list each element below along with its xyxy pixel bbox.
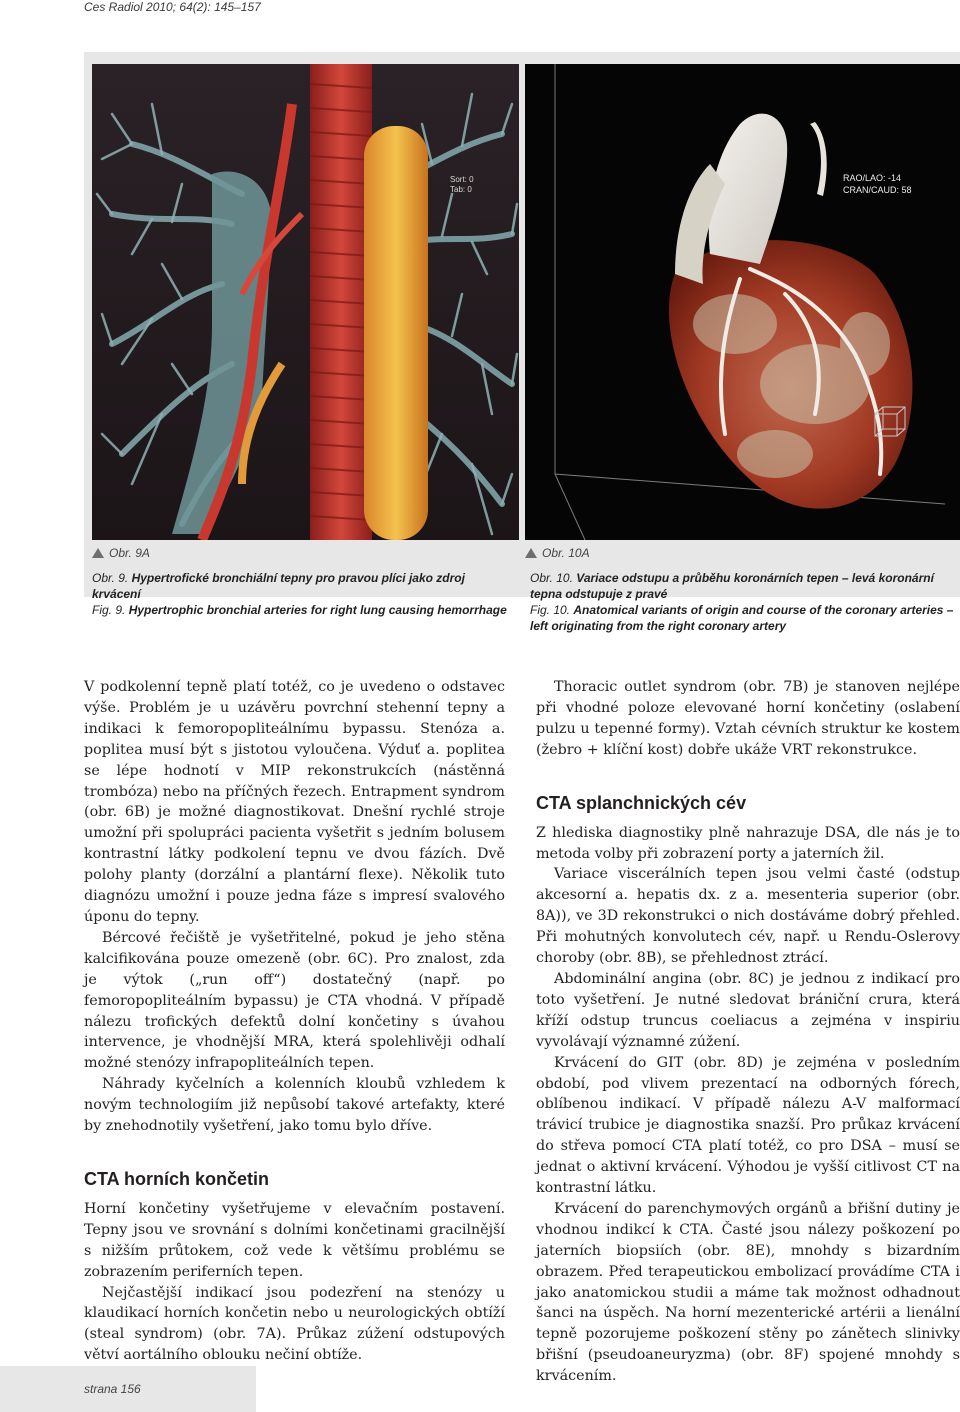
section-heading-upper-limbs: CTA horních končetin — [84, 1168, 270, 1189]
paragraph: Krvácení do parenchymových orgánů a břišní dutiny je vhodnou indikcí k CTA. Časté jsou nálezy poškození po jaterních biopsiích (obr. 8E), mnohdy s bizardním obrazem. Před terapeutickou embolizací provádíme CTA i jako anatomickou studii a máme tak možnost odhadnout šanci na úspěch. Na horní mezenterické artérii a lienální tepně pozorujeme poškození stěny po zánětech slinivky břišní (pseudoaneuryzma) (obr. 8F) spojené mnohdy s krvácením. — [536, 1200, 960, 1385]
caption-en-text: Anatomical variants of origin and course of the coronary arteries – left originating from the right coronary artery — [530, 603, 954, 633]
paragraph: Bércové řečiště je vyšetřitelné, pokud je jeho stěna kalcifikována pouze omezeně (obr. 6C). Pro znalost, zda je výtok („run off“) dostatečný (např. po femoropopliteálním bypassu) je CTA vhodná. V případě nálezu trofických defektů dolní končetiny s úvahou intervence, je vhodnější MRA, která spolehlivěji odhalí možné stenózy infrapopliteálních tepen. — [84, 929, 505, 1072]
figure-9-caption — [92, 570, 512, 618]
overlay-rao-lao: RAO/LAO: -14 — [843, 173, 902, 183]
triangle-up-icon — [92, 548, 104, 558]
overlay-sort: Sort: 0 — [450, 175, 474, 184]
paragraph: Abdominální angina (obr. 8C) je jednou z indikací pro toto vyšetření. Je nutné sledovat brániční crura, která kříží odstup truncus coeliacus a zejména v inspiriu vyvolávají významné zúžení. — [536, 970, 960, 1050]
caption-cz-text: Variace odstupu a průběhu koronárních tepen – levá koronární tepna odstupuje z pravé — [530, 571, 934, 601]
caption-cz-text: Hypertrofické bronchiální tepny pro pravou plíci jako zdroj krvácení — [92, 571, 465, 601]
figure-10a-tag — [525, 546, 590, 560]
figure-9a-image — [92, 64, 519, 540]
caption-cz-label: Obr. 9. — [92, 571, 129, 585]
overlay-cran-caud: CRAN/CAUD: 58 — [843, 185, 912, 195]
triangle-up-icon — [525, 548, 537, 558]
caption-cz-label: Obr. 10. — [530, 571, 573, 585]
paragraph: Z hlediska diagnostiky plně nahrazuje DSA, dle nás je to metoda volby při zobrazení porty a jaterních žil. — [536, 824, 960, 862]
caption-en-label: Fig. 10. — [530, 603, 571, 617]
paragraph: Náhrady kyčelních a kolenních kloubů vzhledem k novým technologiím již nepůsobí takové artefakty, které by znehodnotily vyšetření, jako tomu bylo dříve. — [84, 1076, 505, 1135]
right-text-column — [536, 677, 960, 1387]
paragraph: V podkolenní tepně platí totéž, co je uvedeno o odstavec výše. Problém je u uzávěru povrchní stehenní tepny a indikaci k femoropopliteálnímu bypassu. Stenóza a. poplitea musí být s jistotou vyloučena. Výduť a. poplitea se lépe hodnotí v MIP rekonstrukcích (nástěnná trombóza) nebo na příčných řezech. Entrapment syndrom (obr. 6B) je možné diagnostikovat. Dnešní rychlé stroje umožní při spolupráci pacienta vyšetřit s jedním bolusem kontrastní látky podkolení tepnu ve dvou fázích. Dvě polohy planty (dorzální a plantární flexe). Několik tuto diagnózu umožní i pouze jedna fáze s impresí svalového úponu do tepny. — [84, 679, 505, 925]
caption-en-text: Hypertrophic bronchial arteries for right lung causing hemorrhage — [128, 603, 507, 617]
figure-panel — [84, 52, 960, 633]
overlay-tab: Tab: 0 — [450, 185, 472, 194]
running-head: Ces Radiol 2010; 64(2): 145–157 — [84, 0, 261, 14]
section-heading-splanchnic-vessels: CTA splanchnických cév — [536, 792, 747, 813]
paragraph: Nejčastější indikací jsou podezření na stenózy u klaudikací horních končetin nebo u neurologických obtíží (steal syndrom) (obr. 7A). Průkaz zúžení odstupových větví aortálního oblouku nečiní obtíže. — [84, 1284, 505, 1364]
paragraph: Thoracic outlet syndrom (obr. 7B) je stanoven nejlépe při vhodné poloze elevované horní končetiny (oslabení pulzu u tepenné formy). Vztah cévních struktur ke kostem (žebro + klíční kost) dobře ukáže VRT rekonstrukce. — [536, 679, 960, 758]
left-text-column — [84, 677, 505, 1366]
page-number: strana 156 — [84, 1382, 141, 1396]
paragraph: Horní končetiny vyšetřujeme v elevačním postavení. Tepny jsou ve srovnání s dolními končetinami gracilnější s nižším průtokem, což vede k většímu problému se zobrazením periferních tepen. — [84, 1200, 505, 1280]
vrt-bronchial-arteries-illustration — [92, 64, 519, 540]
figure-9a-tag — [92, 546, 150, 560]
figure-9a-tag-label: Obr. 9A — [109, 546, 150, 560]
figure-10a-image — [525, 64, 960, 540]
paragraph: Variace viscerálních tepen jsou velmi časté (odstup akcesorní a. hepatis dx. z a. mesenteria superior (obr. 8A)), ve 3D rekonstrukci o nich dostáváme dobrý přehled. Při mohutných konvolutech cév, např. u Rendu-Oslerovy choroby (obr. 8B), se přehlednost ztrácí. — [536, 866, 960, 967]
vrt-heart-coronary-illustration — [525, 64, 960, 540]
figure-10-caption — [530, 570, 956, 634]
caption-en-label: Fig. 9. — [92, 603, 126, 617]
paragraph: Krvácení do GIT (obr. 8D) je zejména v posledním období, pod vlivem prezentací na odborných fórech, oblíbenou indikací. V případě nálezu A-V malformací trávicí trubice je diagnostika snazší. Pro průkaz krvácení do střeva pomocí CTA platí totéž, co pro DSA – musí se jednat o aktivní krvácení. Výhodou je vyšší citlivost CT na kontrastní látku. — [536, 1054, 960, 1197]
figure-10a-tag-label: Obr. 10A — [542, 546, 590, 560]
